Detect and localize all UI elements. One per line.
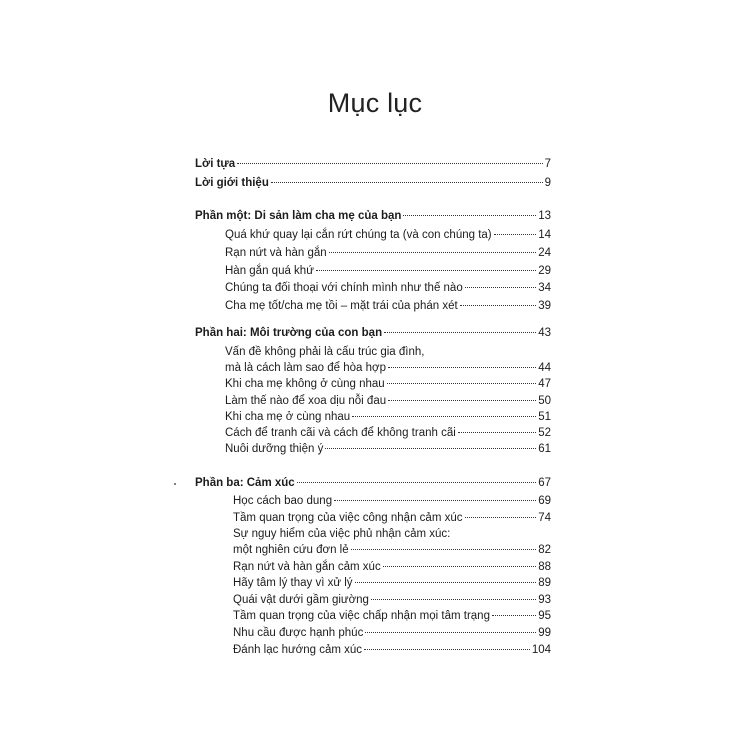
toc-entry-title: Làm thế nào để xoa dịu nỗi đau xyxy=(225,395,387,407)
toc-entry-page: 14 xyxy=(538,229,551,241)
toc-section-heading xyxy=(195,472,551,487)
paper-speck xyxy=(174,483,176,485)
toc-entry-page: 93 xyxy=(538,594,551,606)
toc-entry xyxy=(233,572,551,587)
dot-leader xyxy=(403,205,536,219)
toc-entry-title: Nhu cầu được hạnh phúc xyxy=(233,627,364,639)
toc-entry-title: Quái vật dưới gầm giường xyxy=(233,594,369,606)
dot-leader xyxy=(426,341,549,355)
toc-entry-page: 39 xyxy=(538,300,551,312)
dot-leader xyxy=(452,523,549,537)
toc-entry-title: Vấn đề không phải là cấu trúc gia đình, xyxy=(225,346,425,358)
toc-entry xyxy=(225,390,551,405)
toc-entry xyxy=(233,589,551,604)
toc-entry xyxy=(225,438,551,453)
dot-leader xyxy=(494,224,537,238)
toc-entry-page: 34 xyxy=(538,282,551,294)
toc-entry-page: 95 xyxy=(538,610,551,622)
dot-leader xyxy=(351,539,537,553)
dot-leader xyxy=(387,373,537,387)
toc-entry-title: Hãy tâm lý thay vì xử lý xyxy=(233,577,353,589)
toc-entry-title: một nghiên cứu đơn lẻ xyxy=(233,544,349,556)
toc-entry-title: Sự nguy hiểm của việc phủ nhận cảm xúc: xyxy=(233,528,451,540)
toc-entry-title: Hàn gắn quá khứ xyxy=(225,265,314,277)
toc-entry-title: Rạn nứt và hàn gắn cảm xúc xyxy=(233,561,381,573)
toc-entry-page: 50 xyxy=(538,395,551,407)
toc-entry-page: 82 xyxy=(538,544,551,556)
dot-leader xyxy=(364,639,530,653)
dot-leader xyxy=(334,490,536,504)
toc-entry xyxy=(233,605,551,620)
toc-entry xyxy=(225,406,551,421)
dot-leader xyxy=(271,172,543,186)
toc-entry xyxy=(225,242,551,257)
toc-entry xyxy=(195,153,551,168)
toc-entry-title: Lời tựa xyxy=(195,158,236,170)
toc-entry-page: 61 xyxy=(538,443,551,455)
toc-entry-page: 99 xyxy=(538,627,551,639)
toc-entry xyxy=(225,260,551,275)
toc-entry-page: 9 xyxy=(544,177,551,189)
toc-entry-page: 7 xyxy=(544,158,551,170)
toc-entry-page: 47 xyxy=(538,378,551,390)
toc-entry-page: 88 xyxy=(538,561,551,573)
toc-entry xyxy=(225,357,551,372)
toc-entry-title: Lời giới thiệu xyxy=(195,177,269,189)
toc-entry xyxy=(233,507,551,522)
toc-entry-page: 43 xyxy=(538,327,551,339)
toc-entry-title: Chúng ta đối thoại với chính mình như thế nào xyxy=(225,282,463,294)
dot-leader xyxy=(352,406,536,420)
toc-section-heading xyxy=(195,322,551,337)
toc-entry xyxy=(233,523,551,538)
dot-leader xyxy=(460,295,537,309)
toc-entry-title: Tầm quan trọng của việc chấp nhận mọi tâm trạng xyxy=(233,610,490,622)
dot-leader xyxy=(371,589,536,603)
page-title: Mục lục xyxy=(327,88,423,118)
toc-entry-title: Phần ba: Cảm xúc xyxy=(195,477,295,489)
toc-entry-title: Rạn nứt và hàn gắn xyxy=(225,247,327,259)
toc-entry-page: 74 xyxy=(538,512,551,524)
dot-leader xyxy=(388,357,536,371)
dot-leader xyxy=(325,438,536,452)
toc-entry-title: Đánh lạc hướng cảm xúc xyxy=(233,644,363,656)
dot-leader xyxy=(384,322,536,336)
toc-entry-title: Quá khứ quay lại cắn rứt chúng ta (và con chúng ta) xyxy=(225,229,492,241)
toc-entry-page: 13 xyxy=(538,210,551,222)
toc-entry-title: Khi cha mẹ không ở cùng nhau xyxy=(225,378,385,390)
toc-entry-title: Nuôi dưỡng thiện ý xyxy=(225,443,324,455)
toc-entry-title: Cách để tranh cãi và cách để không tranh cãi xyxy=(225,427,456,439)
toc-entry xyxy=(225,295,551,310)
toc-entry xyxy=(233,622,551,637)
toc-entry xyxy=(233,490,551,505)
toc-entry-page: 24 xyxy=(538,247,551,259)
toc-entry-title: Cha mẹ tốt/cha mẹ tồi – mặt trái của phán xét xyxy=(225,300,458,312)
toc-entry xyxy=(225,224,551,239)
toc-entry-page: 29 xyxy=(538,265,551,277)
toc-entry-title: Khi cha mẹ ở cùng nhau xyxy=(225,411,351,423)
toc-entry-title: Phần hai: Môi trường của con bạn xyxy=(195,327,383,339)
toc-entry xyxy=(225,373,551,388)
toc-entry-page: 52 xyxy=(538,427,551,439)
toc-entry xyxy=(233,639,551,654)
dot-leader xyxy=(329,242,537,256)
toc-entry xyxy=(233,539,551,554)
toc-entry-page: 44 xyxy=(538,362,551,374)
dot-leader xyxy=(458,422,536,436)
toc-entry-page: 104 xyxy=(531,644,551,656)
dot-leader xyxy=(383,556,537,570)
dot-leader xyxy=(297,472,537,486)
dot-leader xyxy=(365,622,536,636)
toc-entry-page: 69 xyxy=(538,495,551,507)
toc-entry-page: 89 xyxy=(538,577,551,589)
toc-entry-page: 51 xyxy=(538,411,551,423)
toc-entry-page: 67 xyxy=(538,477,551,489)
toc-entry xyxy=(225,422,551,437)
toc-entry xyxy=(233,556,551,571)
dot-leader xyxy=(465,507,537,521)
dot-leader xyxy=(355,572,537,586)
dot-leader xyxy=(492,605,536,619)
toc-entry-title: Tầm quan trọng của việc công nhận cảm xúc xyxy=(233,512,463,524)
toc-entry xyxy=(195,172,551,187)
dot-leader xyxy=(237,153,542,167)
toc-entry-title: Phần một: Di sản làm cha mẹ của bạn xyxy=(195,210,402,222)
dot-leader xyxy=(316,260,536,274)
toc-entry-title: mà là cách làm sao để hòa hợp xyxy=(225,362,386,374)
dot-leader xyxy=(465,277,536,291)
toc-entry xyxy=(225,341,551,356)
toc-section-heading xyxy=(195,205,551,220)
toc-entry xyxy=(225,277,551,292)
dot-leader xyxy=(388,390,536,404)
toc-entry-title: Học cách bao dung xyxy=(233,495,333,507)
